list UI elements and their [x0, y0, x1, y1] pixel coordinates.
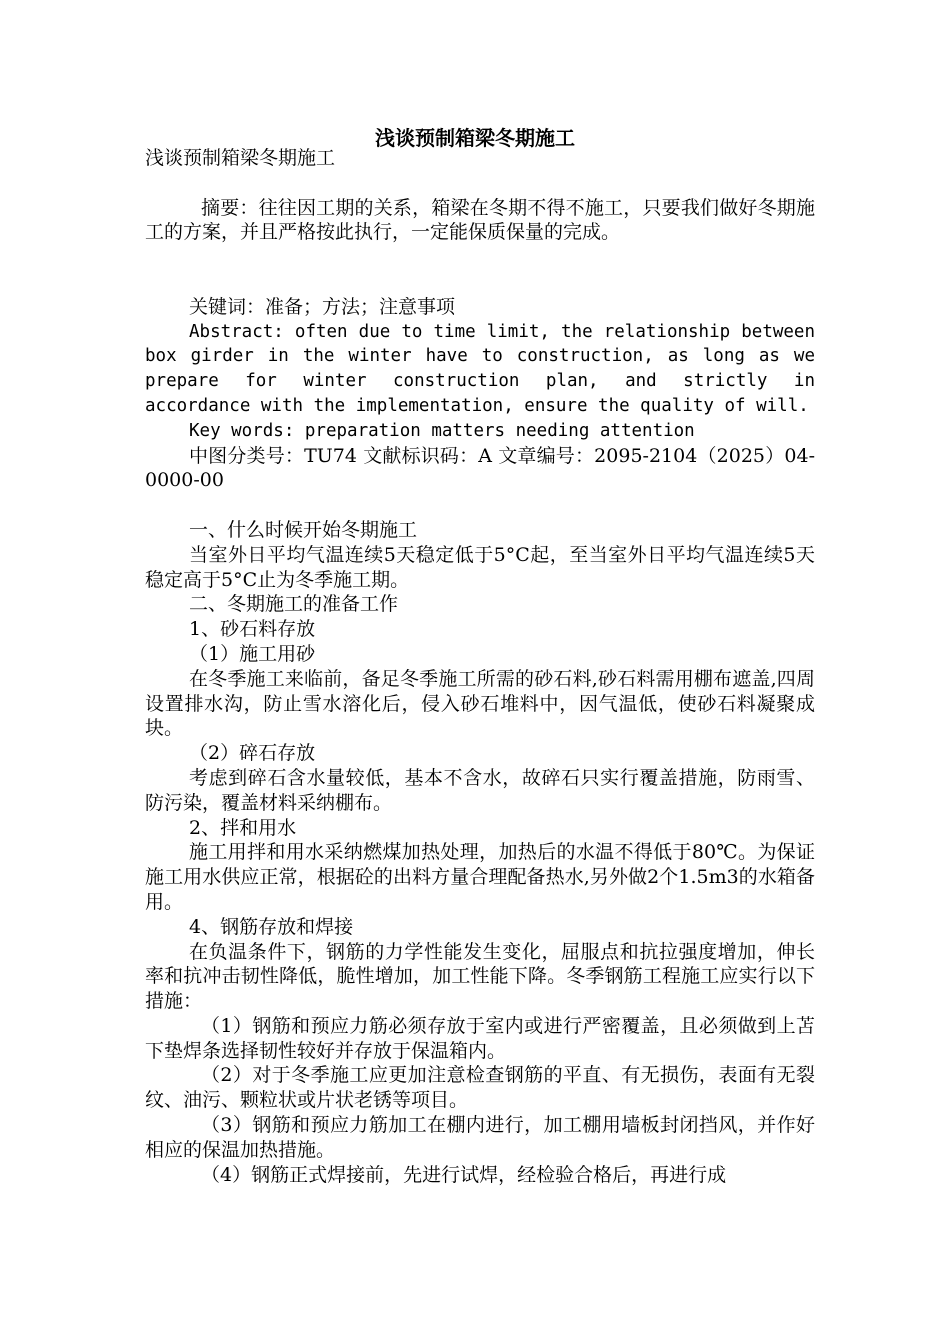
- abstract-paragraph: 摘要：往往因工期的关系，箱梁在冬期不得不施工，只要我们做好冬期施工的方案，并且严格按此执行，一定能保质保量的完成。: [145, 196, 815, 244]
- keywords-paragraph: 关键词：准备；方法；注意事项: [189, 295, 456, 318]
- abstract-en-paragraph: Abstract: often due to time limit, the relationship between box girder in the winter have to construction, as long as we prepare for winter construction plan, and strictly in accordance with the implementation, ensure the quality of will.: [145, 321, 815, 416]
- document-body: [145, 146, 815, 1187]
- subtitle: 浅谈预制箱梁冬期施工: [145, 147, 336, 169]
- section-heading: 二、冬期施工的准备工作: [189, 593, 399, 616]
- body-paragraph: 考虑到碎石含水量较低，基本不含水，故碎石只实行覆盖措施，防雨雪、防污染，覆盖材料采纳棚布。: [145, 766, 815, 814]
- subsection-heading: 1、砂石料存放: [189, 618, 316, 641]
- body-paragraph: 施工用拌和用水采纳燃煤加热处理，加热后的水温不得低于80℃。为保证施工用水供应正常，根据砼的出料方量合理配备热水,另外做2个1.5m3的水箱备用。: [145, 841, 815, 913]
- classification-paragraph: 中图分类号：TU74 文献标识码：A 文章编号：2095-2104（2025）04-0000-00: [145, 444, 815, 492]
- item-heading: （2）碎石存放: [189, 742, 316, 765]
- body-paragraph: 当室外日平均气温连续5天稳定低于5°C起，至当室外日平均气温连续5天稳定高于5°C止为冬季施工期。: [145, 543, 815, 591]
- body-paragraph: 在冬季施工来临前，备足冬季施工所需的砂石料,砂石料需用棚布遮盖,四周设置排水沟，防止雪水溶化后，侵入砂石堆料中，因气温低，使砂石料凝聚成块。: [145, 667, 815, 740]
- document-title: 浅谈预制箱梁冬期施工: [375, 126, 575, 150]
- list-item: （1）钢筋和预应力筋必须存放于室内或进行严密覆盖，且必须做到上苫下垫焊条选择韧性较好并存放于保温箱内。: [145, 1014, 815, 1062]
- keywords-en-paragraph: Key words: preparation matters needing attention: [189, 420, 695, 441]
- subsection-heading: 4、钢筋存放和焊接: [189, 915, 354, 938]
- body-paragraph: 在负温条件下，钢筋的力学性能发生变化，屈服点和抗拉强度增加，伸长率和抗冲击韧性降低，脆性增加，加工性能下降。冬季钢筋工程施工应实行以下措施：: [145, 940, 815, 1013]
- list-item: （4）钢筋正式焊接前，先进行试焊，经检验合格后，再进行成: [201, 1163, 727, 1186]
- subsection-heading: 2、拌和用水: [189, 816, 297, 839]
- list-item: （3）钢筋和预应力筋加工在棚内进行，加工棚用墙板封闭挡风，并作好相应的保温加热措施。: [145, 1114, 815, 1161]
- item-heading: （1）施工用砂: [189, 642, 316, 665]
- section-heading: 一、什么时候开始冬期施工: [189, 518, 418, 541]
- list-item: （2）对于冬季施工应更加注意检查钢筋的平直、有无损伤，表面有无裂纹、油污、颗粒状或片状老锈等项目。: [145, 1064, 815, 1112]
